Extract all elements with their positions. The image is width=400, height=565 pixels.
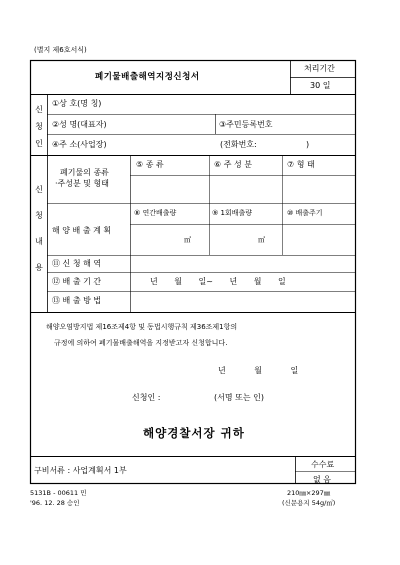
resident-id-label: ③주민등록번호 bbox=[219, 120, 273, 129]
col-main-component: ⑥ 주 성 분 bbox=[214, 160, 252, 169]
unit-annual: ㎥ bbox=[184, 236, 191, 244]
footer-paper-type: (신문용지 54g/㎡) bbox=[282, 499, 336, 507]
form-title: 폐기물배출해역지정신청서 bbox=[95, 72, 200, 82]
footer-form-number: 5131B - 00611 민 bbox=[30, 489, 87, 497]
fee-value: 없 음 bbox=[313, 475, 331, 484]
fee-label: 수수료 bbox=[311, 460, 335, 469]
side-char: 신 bbox=[35, 105, 43, 114]
signature-note: (서명 또는 인) bbox=[214, 393, 264, 402]
waste-type-label-1: 폐기물의 종류 bbox=[60, 168, 109, 177]
col-form: ⑦ 형 태 bbox=[287, 160, 315, 169]
applicant-side-label bbox=[34, 105, 44, 156]
business-name-label: ①상 호(명 칭) bbox=[52, 99, 102, 108]
form-code: (별지 제6호서식) bbox=[34, 46, 87, 54]
side-char: 용 bbox=[35, 263, 43, 272]
footer-paper-size: 210㎜×297㎜ bbox=[287, 489, 331, 497]
requested-area-label: ⑪ 신 청 해 역 bbox=[52, 259, 102, 268]
waste-type-label-2: ·주성분 및 형태 bbox=[55, 179, 109, 188]
side-char: 청 bbox=[35, 211, 43, 220]
phone-label: (전화번호: bbox=[220, 140, 257, 149]
phone-close: ) bbox=[306, 140, 310, 149]
col-type: ⑤ 종 류 bbox=[136, 160, 164, 169]
processing-label: 처리기간 bbox=[304, 64, 335, 73]
representative-label: ②성 명(대표자) bbox=[52, 120, 107, 129]
footer-approval-date: '96. 12. 28 승인 bbox=[30, 499, 80, 507]
col-annual-volume: ⑧ 연간배출량 bbox=[134, 209, 177, 217]
col-discharge-cycle: ⑩ 배출주기 bbox=[287, 209, 323, 217]
statement-line-2: 규정에 의하여 폐기물배출해역을 지정받고자 신청합니다. bbox=[54, 339, 228, 347]
side-char: 내 bbox=[35, 237, 43, 246]
application-date: 년 월 일 bbox=[218, 366, 299, 375]
required-docs: 구비서류 : 사업계획서 1부 bbox=[34, 466, 127, 475]
statement-line-1: 해양오염방지법 제16조제4항 및 동법시행규칙 제36조제1항의 bbox=[46, 323, 238, 331]
unit-per-discharge: ㎥ bbox=[258, 236, 265, 244]
processing-period: 30 일 bbox=[310, 81, 331, 90]
content-side-label bbox=[34, 185, 44, 289]
side-char: 청 bbox=[35, 122, 43, 131]
disposal-plan-label: 해 양 배 출 계 획 bbox=[52, 226, 112, 235]
discharge-period-value: 년 월 일~ 년 월 일 bbox=[150, 277, 286, 286]
address-label: ④주 소(사업장) bbox=[52, 140, 107, 149]
addressee: 해양경찰서장 귀하 bbox=[143, 426, 245, 440]
side-char: 인 bbox=[35, 139, 43, 148]
col-per-discharge: ⑨ 1회배출량 bbox=[212, 209, 253, 217]
applicant-sign-label: 신청인 : bbox=[132, 393, 161, 402]
discharge-period-label: ⑫ 배 출 기 간 bbox=[52, 277, 102, 286]
side-char: 신 bbox=[35, 185, 43, 194]
discharge-method-label: ⑬ 배 출 방 법 bbox=[52, 296, 102, 305]
